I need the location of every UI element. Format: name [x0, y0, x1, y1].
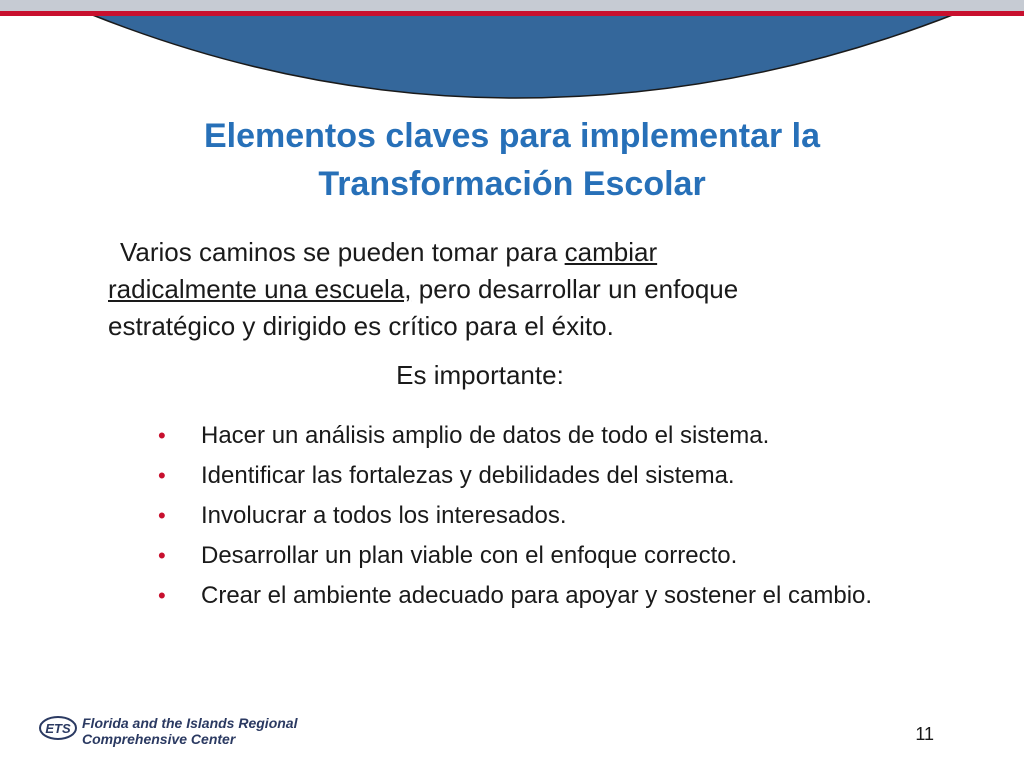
bullet-text: Involucrar a todos los interesados.: [201, 502, 567, 529]
bullet-icon: •: [158, 503, 166, 528]
bullet-text: Crear el ambiente adecuado para apoyar y sostener el cambio.: [201, 582, 873, 609]
bullet-item: [156, 420, 916, 452]
intro-line-1: [108, 234, 898, 271]
intro-line-3: estratégico y dirigido es crítico para el éxito.: [108, 311, 614, 341]
page-number: 11: [915, 724, 934, 744]
bullet-item: [156, 580, 916, 612]
ets-logo-text: ETS: [45, 721, 71, 736]
bullet-icon: •: [158, 583, 166, 608]
intro-underlined-text: cambiar: [564, 237, 658, 267]
bullet-icon: •: [158, 463, 166, 488]
bullet-item: [156, 460, 916, 492]
bullet-icon: •: [158, 543, 166, 568]
logo-line-2: Comprehensive Center: [82, 731, 236, 747]
bullet-item: [156, 500, 916, 532]
slide-title: [80, 112, 944, 208]
logo-line-1: Florida and the Islands Regional: [82, 715, 298, 731]
bullet-list: [156, 420, 916, 620]
header-arc: [90, 14, 955, 98]
bullet-text: Hacer un análisis amplio de datos de todo el sistema.: [201, 422, 770, 449]
bullet-icon: •: [158, 423, 166, 448]
title-line-2: Transformación Escolar: [318, 165, 706, 203]
bullet-text: Desarrollar un plan viable con el enfoque correcto.: [201, 542, 738, 569]
intro-line-2: [108, 271, 898, 308]
bullet-item: [156, 540, 916, 572]
intro-paragraph: [108, 234, 898, 345]
logo-text: [82, 715, 342, 747]
header-banner: [0, 0, 1024, 110]
intro-text: Varios caminos se pueden tomar para: [120, 237, 565, 267]
intro-underlined-text: radicalmente una escuela,: [108, 274, 412, 304]
ets-logo-icon: [38, 714, 78, 742]
intro-text: pero desarrollar un enfoque: [411, 274, 739, 304]
subheading: Es importante:: [396, 360, 564, 390]
header-red-line: [0, 11, 1024, 16]
title-line-1: Elementos claves para implementar la: [203, 117, 821, 155]
bullet-text: Identificar las fortalezas y debilidades del sistema.: [201, 462, 735, 489]
